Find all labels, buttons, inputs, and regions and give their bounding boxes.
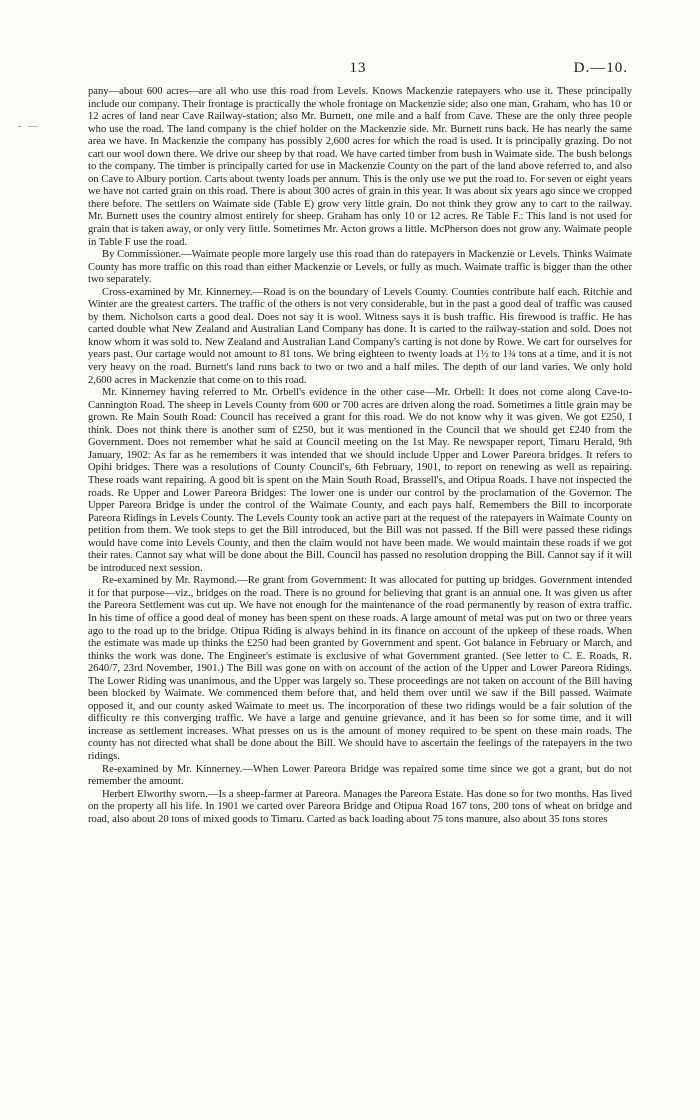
paragraph-re-examined-raymond: Re-examined by Mr. Raymond.—Re grant from Government: It was allocated for putting up bridges. Government intended it for that purpose—viz., bridges on the road. There is no ground for believing that grant is an annual one. It was given us after the Pareora Settlement was cut up. We have not enough for the maintenance of the road permanently by reason of extra traffic. In his time of office a good deal of money has been spent on these roads. A large amount of metal was put on two or three years ago to the road up to the bridge. Otipua Riding is always behind in its finance on account of the upkeep of these roads. When the estimate was made up thinks the £250 had been granted by Government and spent. Got balance in February or March, and thinks the work was done. The Engineer's estimate is exclusive of what Government granted. (See letter to C. E. Roads, R. 2640/7, 23rd November, 1901.) The Bill was gone on with on account of the action of the Upper and Lower Pareora Ridings. The Lower Riding was unanimous, and the Upper was largely so. These proceedings are not taken on account of the Bill having been blocked by Waimate. We commenced them before that, and held them over until we saw if the Bill passed. Waimate opposed it, and our county asked Waimate to meet us. The incorporation of these two ridings would be a fair solution of the difficulty re this converging traffic. We have a large and genuine grievance, and it has been so for some time, and it will increase as settlement increases. What presses on us is the amount of money required to be spent on these main roads. The county has not directed what shall be done about the Bill. We should have to ascertain the feelings of the ratepayers in the two ridings. [88,575,632,762]
paragraph-re-examined-kinnerney: Re-examined by Mr. Kinnerney.—When Lower Pareora Bridge was repaired some time since we got a grant, but do not remember the amount. [88,763,632,788]
paragraph-continuation: pany—about 600 acres—are all who use this road from Levels. Knows Mackenzie ratepayers who use it. These principally include our company. Their frontage is practically the whole frontage on Mackenzie side; also one man, Graham, who has 10 or 12 acres of land near Cave Railway-station; also Mr. Burnett, one mile and a half from Cave. These are the only three people who use the road. The land company is the chief holder on the Mackenzie side. Mr. Burnett runs back. He has nearly the same area we have. In Mackenzie the company has possibly 2,600 acres for which the road is used. It is principally grazing. Do not cart our wool down there. We drive our sheep by that road. We have carted timber from bush in Waimate side. The bush belongs to the company. The timber is principally carted for use in Mackenzie County on the part of the land above referred to, and also on Cave to Albury portion. Carts about twenty loads per annum. This is the only use we put the road to. For seven or eight years we have not carted grain on this road. There is about 300 acres of grain in this year. It was about six years ago since we cropped there before. The settlers on Waimate side (Table E) grow very little grain. Do not think they grow any to cart to the railway. Mr. Burnett uses the country almost entirely for sheep. Graham has only 10 or 12 acres. Re Table F.: This land is not used for grain that is taken away, or only very little. Sometimes Mr. Acton grows a little. McPherson does not grow any. Waimate people in Table F use the road. [88,86,632,248]
paragraph-cross-examined-kinnerney: Cross-examined by Mr. Kinnerney.—Road is on the boundary of Levels County. Counties contribute half each. Ritchie and Winter are the greatest carters. The traffic of the others is not very considerable, but in the past a good deal of traffic was caused by them. Nicholson carts a good deal. Does not say it is wool. Witness says it is bush traffic. His firewood is traffic. He has carted double what New Zealand and Australian Land Company has done. It is carted to the railway-station and sold. Does not know whom it was sold to. New Zealand and Australian Land Company's carting is not done by Rowe. We cart for ourselves for years past. Our cartage would not amount to 81 tons. We bring eighteen to twenty loads at 1½ to 1¾ tons at a time, and it is not very heavy on the road. Burnett's land runs back to two or two and a half miles. The depth of our land varies. We only hold 2,600 acres in Mackenzie that come on to this road. [88,286,632,386]
paragraph-herbert-elworthy: Herbert Elworthy sworn.—Is a sheep-farmer at Pareora. Manages the Pareora Estate. Has done so for two months. Has lived on the property all his life. In 1901 we carted over Pareora Bridge and Otipua Road 167 tons, 200 tons of wheat on bridge and road, also about 20 tons of mixed goods to Timaru. Carted as back loading about 75 tons manure, also about 35 tons stores [88,788,632,825]
paragraph-orbell-evidence: Mr. Kinnerney having referred to Mr. Orbell's evidence in the other case—Mr. Orbell: It does not come along Cave-to-Cannington Road. The sheep in Levels County from 600 or 700 acres are driven along the road. Sometimes a little grain may be grown. Re Main South Road: Council has received a grant for this road. We do not know why it was given. We got £250, I think. Does not think there is another sum of £250, but it was mentioned in the Council that we should get £240 from the Government. Does not remember what he said at Council meeting on the 1st May. Re newspaper report, Timaru Herald, 9th January, 1902: As far as he remembers it was intended that we should include Upper and Lower Pareora bridges. It refers to Opihi bridges. There was a resolutions of County Council's, 6th February, 1901, to report on renewing as well as repairing. These roads want repairing. A good bit is spent on the Main South Road, Brassell's, and Otipua Roads. I have not inspected the roads. Re Upper and Lower Pareora Bridges: The lower one is under our control by the proclamation of the Governor. The Upper Pareora Bridge is under the control of the Waimate County, and each pays half. Remembers the Bill to incorporate Pareora Ridings in Levels County. The Levels County took an active part at the request of the ratepayers in Waimate County on petition from them. We took steps to get the Bill introduced, but the Bill was not passed. If the Bill were passed these ridings would have come into Levels County, and then the claim would not have been made. We would maintain these roads if we got their rates. Cannot say what will be done about the Bill. Council has passed no resolution dropping the Bill. Cannot say if it will be introduced next session. [88,387,632,574]
margin-mark: - — [18,121,40,132]
page-header [88,60,628,80]
body-text [88,86,632,826]
page-number: 13 [349,60,367,76]
paragraph-by-commissioner: By Commissioner.—Waimate people more largely use this road than do ratepayers in Mackenzie or Levels. Thinks Waimate County has more traffic on this road than either Mackenzie or Levels, or fully as much. Waimate traffic is bigger than the other two separately. [88,249,632,286]
document-reference: D.—10. [573,60,628,76]
